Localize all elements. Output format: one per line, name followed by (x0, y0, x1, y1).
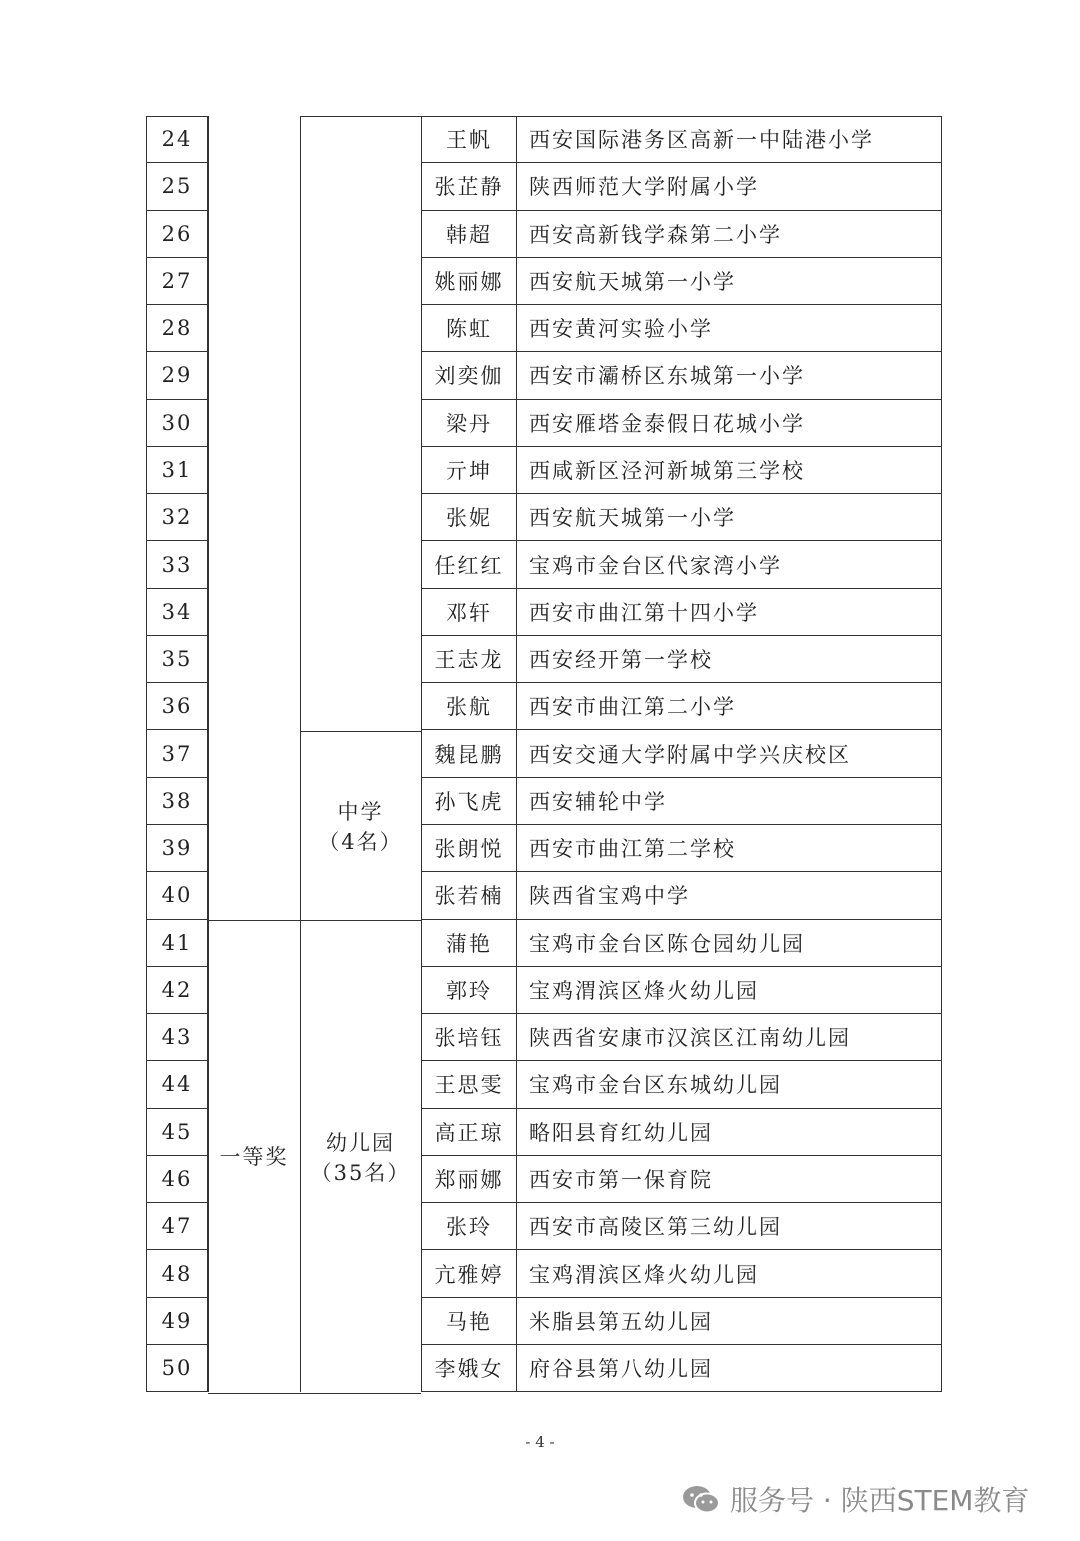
table-row (146, 825, 942, 872)
person-name: 亢雅婷 (421, 1250, 517, 1297)
row-number: 50 (146, 1345, 208, 1392)
row-number: 45 (146, 1109, 208, 1156)
school-name: 陕西省安康市汉滨区江南幼儿园 (517, 1014, 942, 1061)
person-name: 梁丹 (421, 400, 517, 447)
table-row (146, 1250, 942, 1297)
school-name: 米脂县第五幼儿园 (517, 1298, 942, 1345)
person-name: 郑丽娜 (421, 1156, 517, 1203)
table-row (146, 541, 942, 588)
table-row (146, 352, 942, 399)
kindergarten-label: 幼儿园 (326, 1131, 395, 1155)
school-name: 宝鸡渭滨区烽火幼儿园 (517, 1250, 942, 1297)
first-prize-label (208, 1142, 300, 1172)
table-row (146, 1298, 942, 1345)
person-name: 魏昆鹏 (421, 730, 517, 777)
row-number: 41 (146, 920, 208, 967)
row-number: 26 (146, 211, 208, 258)
table-row (146, 494, 942, 541)
person-name: 陈虹 (421, 305, 517, 352)
table-row (146, 1203, 942, 1250)
row-number: 36 (146, 683, 208, 730)
person-name: 蒲艳 (421, 920, 517, 967)
row-number: 39 (146, 825, 208, 872)
row-number: 38 (146, 778, 208, 825)
row-number: 49 (146, 1298, 208, 1345)
school-name: 西安高新钱学森第二小学 (517, 211, 942, 258)
person-name: 张朗悦 (421, 825, 517, 872)
table-row (146, 589, 942, 636)
person-name: 姚丽娜 (421, 258, 517, 305)
table-row (146, 163, 942, 210)
school-name: 西安雁塔金泰假日花城小学 (517, 400, 942, 447)
row-number: 42 (146, 967, 208, 1014)
school-name: 宝鸡渭滨区烽火幼儿园 (517, 967, 942, 1014)
table-row (146, 305, 942, 352)
person-name: 亓坤 (421, 447, 517, 494)
school-name: 略阳县育红幼儿园 (517, 1109, 942, 1156)
school-name: 西安航天城第一小学 (517, 258, 942, 305)
award-label: 一等奖 (219, 1145, 289, 1169)
school-name: 西咸新区泾河新城第三学校 (517, 447, 942, 494)
table-row (146, 1061, 942, 1108)
middle-school-group-label (300, 797, 421, 857)
school-name: 西安市曲江第二学校 (517, 825, 942, 872)
award-table (146, 116, 942, 1392)
row-number: 35 (146, 636, 208, 683)
row-number: 44 (146, 1061, 208, 1108)
school-name: 西安辅轮中学 (517, 778, 942, 825)
person-name: 张芷静 (421, 163, 517, 210)
person-name: 王思雯 (421, 1061, 517, 1108)
row-number: 47 (146, 1203, 208, 1250)
table-row (146, 636, 942, 683)
table-row (146, 967, 942, 1014)
table-row (146, 778, 942, 825)
school-name: 西安市灞桥区东城第一小学 (517, 352, 942, 399)
school-name: 陕西省宝鸡中学 (517, 872, 942, 919)
school-name: 府谷县第八幼儿园 (517, 1345, 942, 1392)
row-number: 32 (146, 494, 208, 541)
person-name: 张玲 (421, 1203, 517, 1250)
table-row (146, 1014, 942, 1061)
person-name: 王志龙 (421, 636, 517, 683)
kindergarten-count: （35名） (310, 1161, 411, 1185)
table-row (146, 872, 942, 919)
person-name: 王帆 (421, 116, 517, 163)
person-name: 刘奕伽 (421, 352, 517, 399)
kindergarten-group-label (300, 1128, 421, 1188)
school-name: 陕西师范大学附属小学 (517, 163, 942, 210)
school-name: 西安交通大学附属中学兴庆校区 (517, 730, 942, 777)
school-name: 宝鸡市金台区陈仓园幼儿园 (517, 920, 942, 967)
category-column-left-border (300, 116, 301, 1392)
person-name: 张培钰 (421, 1014, 517, 1061)
row-number: 37 (146, 730, 208, 777)
row-number: 31 (146, 447, 208, 494)
table-row (146, 258, 942, 305)
person-name: 孙飞虎 (421, 778, 517, 825)
row-number: 24 (146, 116, 208, 163)
watermark-footer (682, 1479, 1029, 1519)
table-row (146, 400, 942, 447)
school-name: 宝鸡市金台区代家湾小学 (517, 541, 942, 588)
person-name: 马艳 (421, 1298, 517, 1345)
table-bottom-border (208, 1393, 421, 1394)
person-name: 李娥女 (421, 1345, 517, 1392)
table-row (146, 1345, 942, 1392)
person-name: 张航 (421, 683, 517, 730)
school-name: 西安国际港务区高新一中陆港小学 (517, 116, 942, 163)
school-name: 西安黄河实验小学 (517, 305, 942, 352)
row-number: 29 (146, 352, 208, 399)
table-row (146, 447, 942, 494)
row-number: 33 (146, 541, 208, 588)
row-number: 28 (146, 305, 208, 352)
school-name: 西安市高陵区第三幼儿园 (517, 1203, 942, 1250)
table-rows (146, 116, 942, 1392)
row-number: 34 (146, 589, 208, 636)
person-name: 任红红 (421, 541, 517, 588)
middle-school-count: （4名） (318, 830, 403, 854)
person-name: 张妮 (421, 494, 517, 541)
row-number: 30 (146, 400, 208, 447)
school-name: 西安市曲江第十四小学 (517, 589, 942, 636)
row-number: 48 (146, 1250, 208, 1297)
table-row (146, 730, 942, 777)
school-name: 西安市第一保育院 (517, 1156, 942, 1203)
row-number: 43 (146, 1014, 208, 1061)
table-row (146, 920, 942, 967)
footer-text: 服务号 · 陕西STEM教育 (730, 1484, 1030, 1517)
person-name: 郭玲 (421, 967, 517, 1014)
row-number: 25 (146, 163, 208, 210)
middle-school-label: 中学 (337, 800, 384, 824)
school-name: 宝鸡市金台区东城幼儿园 (517, 1061, 942, 1108)
wechat-icon (682, 1484, 720, 1514)
school-name: 西安市曲江第二小学 (517, 683, 942, 730)
person-name: 韩超 (421, 211, 517, 258)
row-number: 46 (146, 1156, 208, 1203)
page-number: - 4 - (525, 1433, 555, 1451)
award-column-left-border (208, 116, 209, 1392)
table-row (146, 211, 942, 258)
table-row (146, 683, 942, 730)
table-row (146, 116, 942, 163)
row-number: 27 (146, 258, 208, 305)
person-name: 张若楠 (421, 872, 517, 919)
row-number: 40 (146, 872, 208, 919)
school-name: 西安航天城第一小学 (517, 494, 942, 541)
category-divider-primary-middle (300, 731, 421, 732)
category-divider-middle-kindergarten (208, 920, 421, 921)
person-name: 高正琼 (421, 1109, 517, 1156)
school-name: 西安经开第一学校 (517, 636, 942, 683)
person-name: 邓轩 (421, 589, 517, 636)
